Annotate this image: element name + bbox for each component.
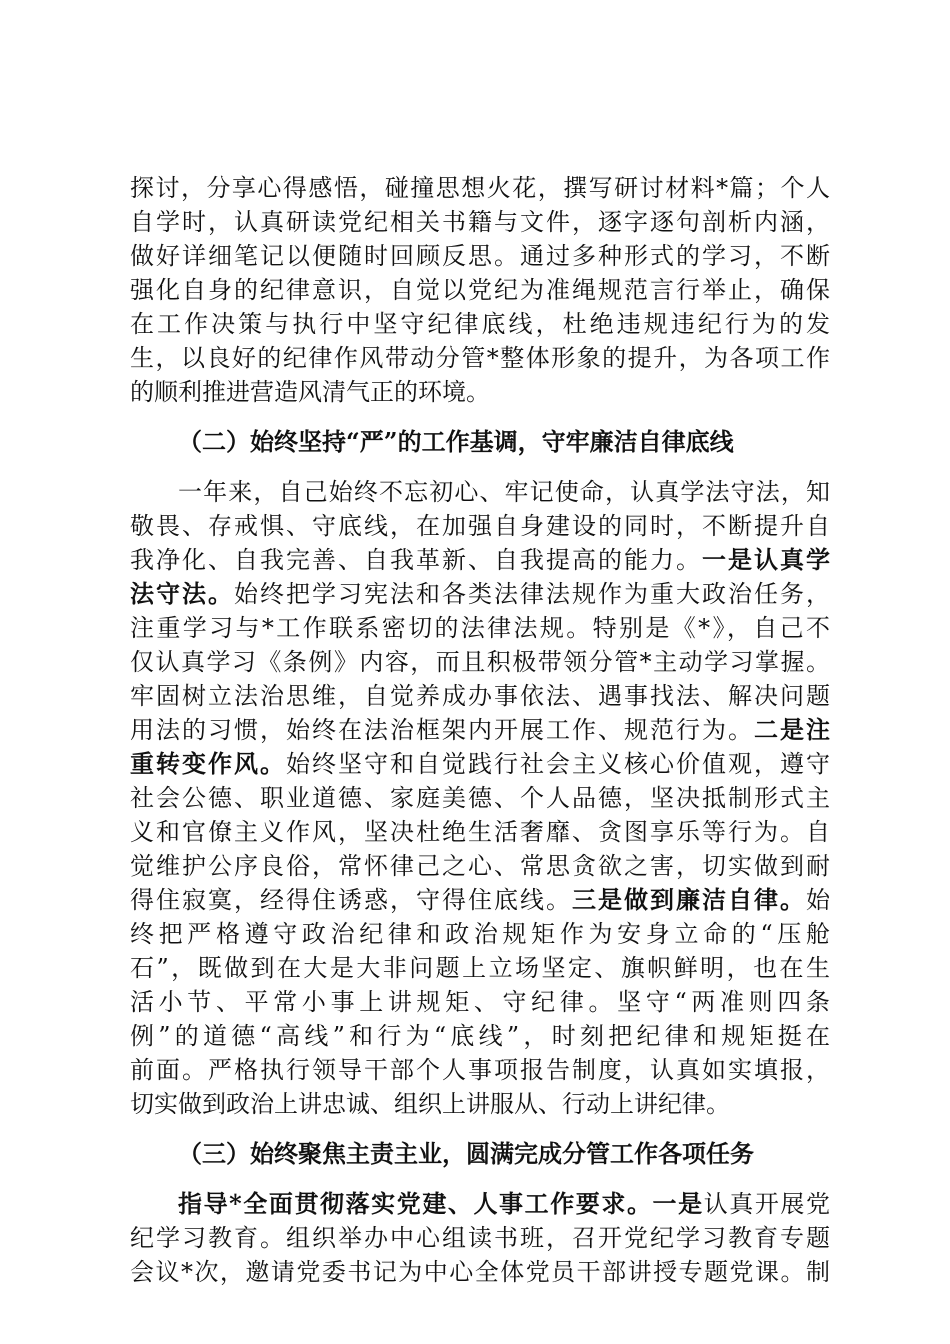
para2-line-5: 注重学习与*工作联系密切的法律法规。特别是《*》，自己不: [130, 614, 830, 642]
para2-line-16: 活小节、平常小事上讲规矩、守纪律。坚守“两准则四条: [130, 988, 830, 1016]
point-two-title: 二是注: [754, 715, 830, 744]
para1-line-7: 的顺利推进营造风清气正的环境。: [130, 378, 490, 406]
para2-text: 始终把学习宪法和各类法律法规作为重大政治任务，: [234, 580, 830, 608]
para2-line-17: 例”的道德“高线”和行为“底线”，时刻把纪律和规矩挺在: [130, 1022, 830, 1050]
para2-line-19: 切实做到政治上讲忠诚、组织上讲服从、行动上讲纪律。: [130, 1090, 730, 1118]
para3-lead: 指导*全面贯彻落实党建、人事工作要求。一是: [178, 1189, 704, 1218]
para1-line-3: 做好详细笔记以便随时回顾反思。通过多种形式的学习，不断: [130, 242, 830, 270]
para2-line-6: 仅认真学习《条例》内容，而且积极带领分管*主动学习掌握。: [130, 648, 830, 676]
para1-line-1: 探讨，分享心得感悟，碰撞思想火花，撰写研讨材料*篇；个人: [130, 174, 830, 202]
para2-line-1: 一年来，自己始终不忘初心、牢记使命，认真学法守法，知: [178, 478, 830, 506]
para2-line-11: 义和官僚主义作风，坚决杜绝生活奢靡、贪图享乐等行为。自: [130, 818, 830, 846]
para2-line-2: 敬畏、存戒惧、守底线，在加强自身建设的同时，不断提升自: [130, 512, 830, 540]
para3-line-2: 纪学习教育。组织举办中心组读书班，召开党纪学习教育专题: [130, 1224, 830, 1252]
para1-line-5: 在工作决策与执行中坚守纪律底线，杜绝违规违纪行为的发: [130, 310, 830, 338]
para2-text: 始终坚守和自觉践行社会主义核心价值观，遵守: [286, 750, 830, 778]
para2-line-12: 觉维护公序良俗，常怀律己之心、常思贪欲之害，切实做到耐: [130, 852, 830, 880]
para3-line-3: 会议*次，邀请党委书记为中心全体党员干部讲授专题党课。制: [130, 1258, 830, 1286]
para2-line-14: 终把严格遵守政治纪律和政治规矩作为安身立命的“压舱: [130, 920, 830, 948]
para1-line-2: 自学时，认真研读党纪相关书籍与文件，逐字逐句剖析内涵，: [130, 208, 830, 236]
point-one-title-cont: 法守法。: [130, 579, 234, 608]
point-one-title: 一是认真学: [702, 545, 830, 574]
para2-line-7: 牢固树立法治思维，自觉养成办事依法、遇事找法、解决问题: [130, 682, 830, 710]
point-three-title: 三是做到廉洁自律。: [572, 885, 806, 914]
para1-line-6: 生，以良好的纪律作风带动分管*整体形象的提升，为各项工作: [130, 344, 830, 372]
para2-text: 得住寂寞，经得住诱惑，守得住底线。: [130, 886, 572, 914]
section-heading-3: （三）始终聚焦主责主业，圆满完成分管工作各项任务: [178, 1139, 754, 1168]
para2-text: 始: [806, 886, 830, 914]
para2-line-10: 社会公德、职业道德、家庭美德、个人品德，坚决抵制形式主: [130, 784, 830, 812]
para2-line-18: 前面。严格执行领导干部个人事项报告制度，认真如实填报，: [130, 1056, 830, 1084]
para3-text: 认真开展党: [703, 1190, 830, 1218]
para1-line-4: 强化自身的纪律意识，自觉以党纪为准绳规范言行举止，确保: [130, 276, 830, 304]
point-two-title-cont: 重转变作风。: [130, 749, 286, 778]
section-heading-2: （二）始终坚持“严”的工作基调，守牢廉洁自律底线: [178, 427, 734, 456]
para2-line-15: 石”，既做到在大是大非问题上立场坚定、旗帜鲜明，也在生: [130, 954, 830, 982]
para2-text: 用法的习惯，始终在法治框架内开展工作、规范行为。: [130, 716, 754, 744]
para2-text: 我净化、自我完善、自我革新、自我提高的能力。: [130, 546, 702, 574]
